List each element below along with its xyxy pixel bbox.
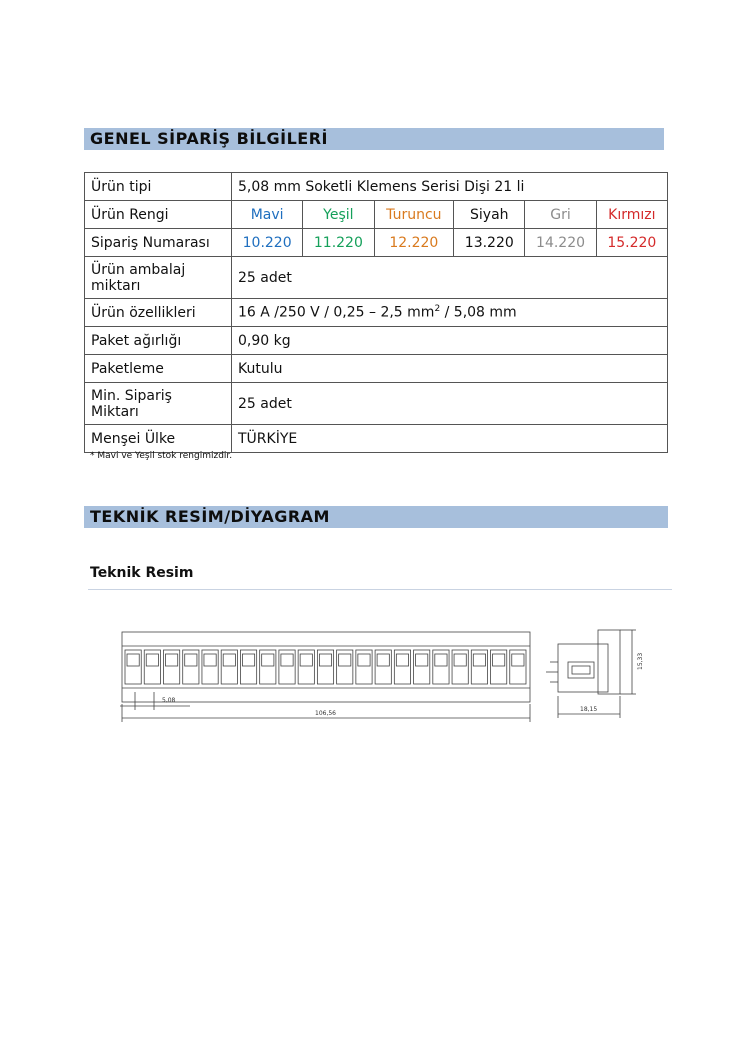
terminal-pin <box>279 650 295 684</box>
terminal-screw-window <box>262 654 274 666</box>
terminal-pin <box>260 650 276 684</box>
terminal-screw-window <box>319 654 331 666</box>
spec-text: 16 A /250 V / 0,25 – 2,5 mm <box>238 304 435 321</box>
terminal-pin <box>510 650 526 684</box>
table-row <box>85 355 668 383</box>
terminal-pin <box>240 650 256 684</box>
terminal-pin <box>298 650 314 684</box>
section-title-teknik-resim: TEKNİK RESİM/DİYAGRAM <box>84 506 668 528</box>
color-yesil: Yeşil <box>303 201 374 229</box>
terminal-pin <box>163 650 179 684</box>
color-kirmizi: Kırmızı <box>596 201 667 229</box>
terminal-pin <box>356 650 372 684</box>
terminal-pin <box>317 650 333 684</box>
length-label: 106,56 <box>315 710 336 717</box>
depth-label: 18,15 <box>580 706 598 713</box>
color-siyah: Siyah <box>454 201 525 229</box>
row-label: Ürün Rengi <box>85 201 232 229</box>
color-mavi: Mavi <box>232 201 303 229</box>
terminal-screw-window <box>165 654 177 666</box>
subsection-title: Teknik Resim <box>90 565 194 581</box>
row-label-line2: miktarı <box>91 277 141 294</box>
terminal-screw-window <box>300 654 312 666</box>
order-number-mavi: 10.220 <box>232 229 303 257</box>
terminal-screw-window <box>223 654 235 666</box>
row-label: Menşei Ülke <box>85 425 232 453</box>
terminal-pin <box>491 650 507 684</box>
color-gri: Gri <box>525 201 596 229</box>
row-label: Sipariş Numarası <box>85 229 232 257</box>
terminal-screw-window <box>377 654 389 666</box>
row-label: Ürün özellikleri <box>85 299 232 327</box>
row-label: Paketleme <box>85 355 232 383</box>
spec-superscript: 2 <box>434 304 441 315</box>
terminal-screw-window <box>204 654 216 666</box>
terminal-pin <box>414 650 430 684</box>
table-row-order-numbers <box>85 229 668 257</box>
height-label: 15,33 <box>637 652 644 670</box>
row-label <box>85 257 232 299</box>
terminal-screw-window <box>454 654 466 666</box>
terminal-pin <box>221 650 237 684</box>
terminal-screw-window <box>473 654 485 666</box>
terminal-screw-window <box>512 654 524 666</box>
row-label-line1: Min. Sipariş <box>91 387 172 404</box>
row-value: 25 adet <box>232 257 668 299</box>
terminal-screw-window <box>493 654 505 666</box>
terminal-pin <box>471 650 487 684</box>
terminal-pin <box>125 650 141 684</box>
row-label-line1: Ürün ambalaj <box>91 261 186 278</box>
terminal-pin <box>337 650 353 684</box>
color-turuncu: Turuncu <box>374 201 454 229</box>
table-row <box>85 299 668 327</box>
side-header <box>598 630 620 694</box>
terminal-screw-window <box>358 654 370 666</box>
order-number-siyah: 13.220 <box>454 229 525 257</box>
spec-text-after: / 5,08 mm <box>440 304 517 321</box>
row-value <box>232 299 668 327</box>
terminal-pin <box>202 650 218 684</box>
table-row <box>85 173 668 201</box>
order-number-kirmizi: 15.220 <box>596 229 667 257</box>
terminal-screw-window <box>435 654 447 666</box>
order-number-turuncu: 12.220 <box>374 229 454 257</box>
order-number-yesil: 11.220 <box>303 229 374 257</box>
terminal-pin <box>375 650 391 684</box>
row-label-line2: Miktarı <box>91 403 139 420</box>
row-value: 25 adet <box>232 383 668 425</box>
section-title-genel-siparis: GENEL SİPARİŞ BİLGİLERİ <box>84 128 664 150</box>
terminal-pin <box>433 650 449 684</box>
technical-drawing <box>110 622 670 732</box>
table-row <box>85 383 668 425</box>
terminal-screw-window <box>339 654 351 666</box>
pitch-label: 5,08 <box>162 697 176 704</box>
table-row <box>85 327 668 355</box>
table-row <box>85 257 668 299</box>
divider <box>88 589 672 590</box>
terminal-screw-window <box>396 654 408 666</box>
terminal-pin <box>394 650 410 684</box>
row-value: TÜRKİYE <box>232 425 668 453</box>
terminal-screw-window <box>185 654 197 666</box>
stock-note: * Mavi ve Yeşil stok rengimizdir. <box>90 451 233 461</box>
row-label <box>85 383 232 425</box>
terminal-pin <box>452 650 468 684</box>
terminal-pin <box>183 650 199 684</box>
terminal-screw-window <box>281 654 293 666</box>
row-label: Paket ağırlığı <box>85 327 232 355</box>
table-row-colors <box>85 201 668 229</box>
table-row <box>85 425 668 453</box>
order-info-table <box>84 172 668 453</box>
row-value: 5,08 mm Soketli Klemens Serisi Dişi 21 li <box>232 173 668 201</box>
row-label: Ürün tipi <box>85 173 232 201</box>
row-value: 0,90 kg <box>232 327 668 355</box>
terminal-screw-window <box>242 654 254 666</box>
terminal-screw-window <box>146 654 158 666</box>
row-value: Kutulu <box>232 355 668 383</box>
order-number-gri: 14.220 <box>525 229 596 257</box>
front-body-outline <box>122 632 530 702</box>
terminal-screw-window <box>127 654 139 666</box>
side-body-outline <box>558 644 608 692</box>
terminal-screw-window <box>416 654 428 666</box>
terminal-pin <box>144 650 160 684</box>
